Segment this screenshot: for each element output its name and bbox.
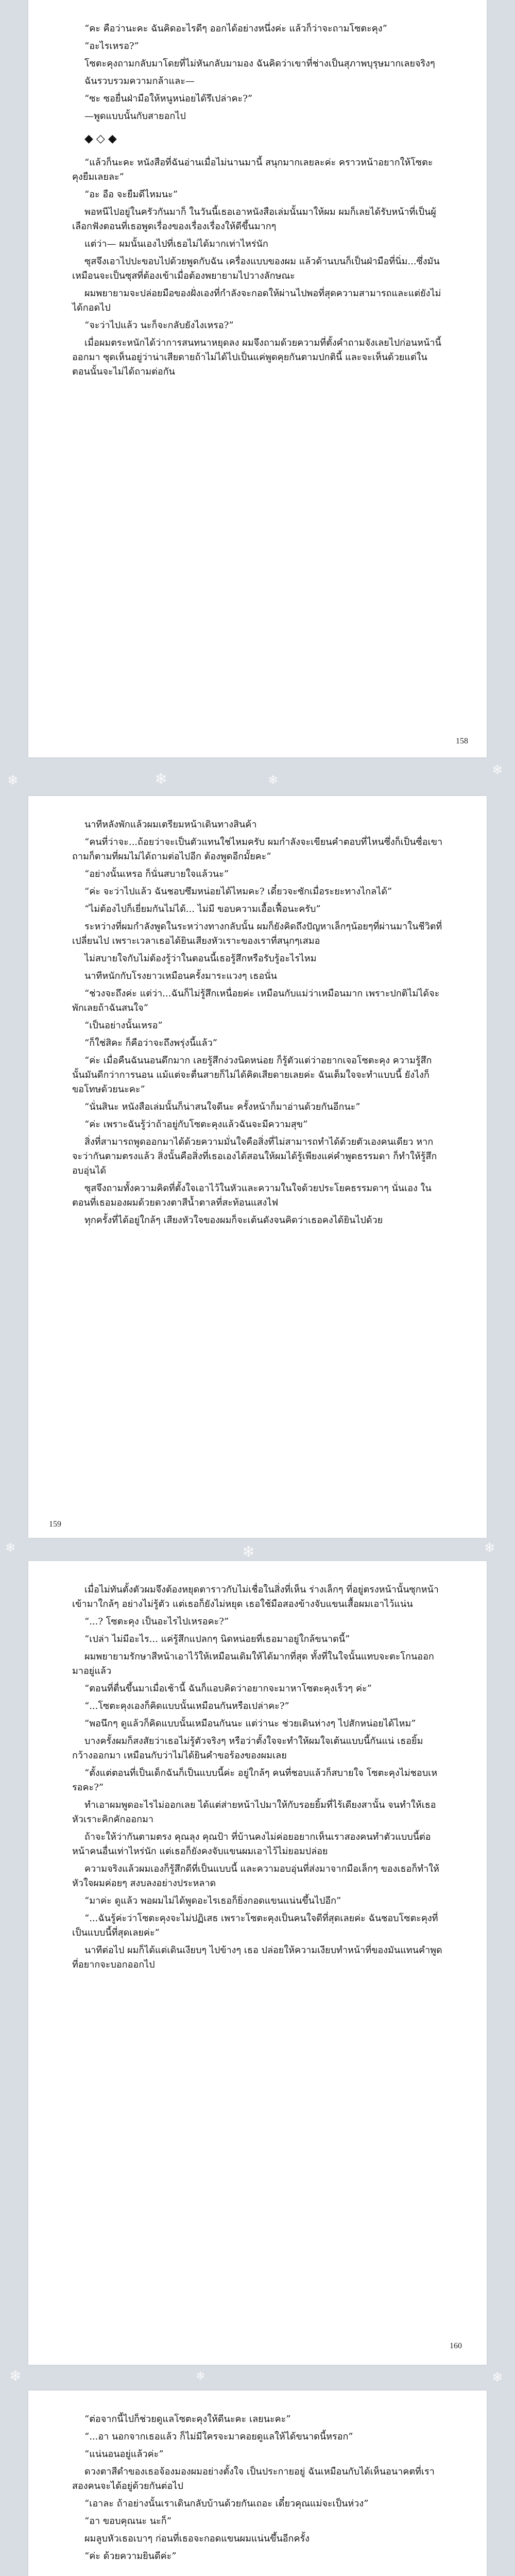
paragraph-group	[72, 22, 443, 124]
paragraph: สิ่งที่สามารถพูดออกมาได้ด้วยความมั่นใจคือสิ่งที่ไม่สามารถทำได้ด้วยตัวเองคนเดียว หากจะว่ากันตามตรงแล้ว สิ่งนั้นคือสิ่งที่เธอเองได้สอนให้ผมได้รู้เพียงแค่คำพูดธรรมดา ก็ทำให้รู้สึกอบอุ่นได้	[72, 1137, 437, 1176]
section-separator: ◆◇◆	[84, 132, 120, 145]
paragraph: “เอาละ ถ้าอย่างนั้นเราเดินกลับบ้านด้วยกันเถอะ เดี๋ยวคุณแม่จะเป็นห่วง”	[84, 2498, 369, 2509]
book-page-160	[28, 1561, 487, 2365]
paragraph: ผมลูบหัวเธอเบาๆ ก่อนที่เธอจะกอดแขนผมแน่นขึ้นอีกครั้ง	[84, 2533, 310, 2544]
paragraph: ไม่สบายใจกับไม่ต้องรู้ว่าในตอนนี้เธอรู้สึกหรือรับรู้อะไรไหม	[84, 953, 317, 964]
paragraph: “อะไรเหรอ?”	[84, 41, 139, 52]
paragraph-group	[72, 818, 443, 1228]
paragraph: “...ฉันรู้ค่ะว่าโซตะคุงจะไม่ปฏิเสธ เพราะโซตะคุงเป็นคนใจดีที่สุดเลยค่ะ ฉันชอบโซตะคุงที่เป็นแบบนี้ที่สุดเลยค่ะ”	[72, 1913, 438, 1938]
page-text	[28, 796, 487, 1228]
snowflake-icon: ❄	[9, 2367, 22, 2384]
paragraph: ผมพยายามจะปล่อยมือของฝั่งเองที่กำลังจะกอดให้ผ่านไปพอที่สุดความสามารถและแต่ยังไม่ได้กอดไป	[72, 288, 441, 313]
paragraph: เมื่อไม่ทันตั้งตัวผมจึงต้องหยุดตาราวกับไม่เชื่อในสิ่งที่เห็น ร่างเล็กๆ ที่อยู่ตรงหน้านั้นซุกหน้าเข้ามาใกล้ๆ อย่างไม่รู้ตัว แต่เธอก็ยังไม่หยุด เธอใช้มือสองข้างจับแขนเสื้อผมเอาไว้แน่น	[72, 1584, 439, 1609]
page-number: 160	[450, 2342, 462, 2350]
snowflake-icon: ❄	[484, 1540, 495, 1556]
paragraph: —พูดแบบนั้นกับสายอกไป	[84, 111, 186, 122]
paragraph: “อา ขอบคุณนะ นะก็”	[84, 2516, 171, 2527]
snowflake-icon: ❄	[7, 773, 19, 788]
paragraph: “เปล่า ไม่มีอะไร... แค่รู้สึกแปลกๆ นิดหน่อยที่เธอมาอยู่ใกล้ขนาดนี้”	[84, 1634, 350, 1645]
paragraph: “...โซตะคุงเองก็คิดแบบนั้นเหมือนกันหรือเปล่าคะ?”	[84, 1701, 289, 1711]
paragraph-group	[72, 1583, 443, 1972]
paragraph: “นั่นสินะ หนังสือเล่มนั้นก็น่าสนใจดีนะ ครั้งหน้าก็มาอ่านด้วยกันอีกนะ”	[84, 1101, 360, 1112]
paragraph: ความจริงแล้วผมเองก็รู้สึกดีที่เป็นแบบนี้ และความอบอุ่นที่ส่งมาจากมือเล็กๆ ของเธอก็ทำให้หัวใจผมค่อยๆ สงบลงอย่างประหลาด	[72, 1863, 439, 1889]
snowflake-icon: ❄	[492, 2370, 503, 2385]
snowflake-icon: ❄	[268, 773, 279, 787]
paragraph: แต่ว่า— ผมนั้นเองไปที่เธอไม่ได้มากเท่าไหร่นัก	[84, 239, 268, 249]
paragraph: ทำเอาผมพูดอะไรไม่ออกเลย ได้แต่ส่ายหน้าไปมาให้กับรอยยิ้มที่ไร้เดียงสานั้น จนทำให้เธอหัวเราะคิกคักออกมา	[72, 1800, 436, 1825]
page-text	[28, 1561, 487, 1972]
paragraph: นาทีหนักกับโรงยาวเหมือนครั้งมาระแวงๆ เธอนั่น	[84, 971, 277, 981]
paragraph: “คนที่ว่าจะ...ถ้อยว่าจะเป็นตัวแทนใช่ไหมครับ ผมกำลังจะเขียนคำตอบที่ไหนซึ่งก็เป็นซื่อเขาถามก็ตามที่ผมไม่ได้ถามต่อไปอีก ต้องพูดอีกมั้ยคะ”	[72, 837, 443, 862]
paragraph: ระหว่างที่ผมกำลังพูดในระหว่างทางกลับนั้น ผมก็ยังคิดถึงปัญหาเล็กๆน้อยๆที่ผ่านมาในชีวิตที่เปลี่ยนไป เพราะเวลาเธอได้ยินเสียงหัวเราะของเราที่สนุกๆเสมอ	[72, 921, 442, 946]
paragraph: ผมพยายามรักษาสีหน้าเอาไว้ให้เหมือนเดิมให้ได้มากที่สุด ทั้งที่ในใจนั้นแทบจะตะโกนออกมาอยู่แล้ว	[72, 1651, 434, 1676]
paragraph: “ค่ะ ด้วยความยินดีค่ะ”	[84, 2551, 177, 2562]
snowflake-icon: ❄	[154, 770, 168, 788]
paragraph-group	[72, 2412, 443, 2564]
paragraph: “ต่อจากนี้ไปก็ช่วยดูแลโซตะคุงให้ดีนะคะ เลยนะคะ”	[84, 2414, 291, 2425]
book-page-158	[28, 0, 487, 757]
paragraph: “...? โซตะคุง เป็นอะไรไปเหรอคะ?”	[84, 1616, 229, 1627]
paragraph: เมื่อผมตระหนักได้ว่าการสนทนาหยุดลง ผมจึงถามด้วยความที่ตั้งคำถามจังเลยไปก่อนหน้านี้ออกมา ซุดเห็นอยู่ว่าน่าเสียดายถ้าไม่ได้ไปเป็นแค่พูดคุยกันตามปกตินี้ และจะเห็นด้วยแต่ในตอนนั้นจะไม่ได้ถามต่อกัน	[72, 337, 441, 377]
paragraph: นาทีหลังพักแล้วผมเตรียมหน้าเดินทางสินค้า	[84, 819, 257, 830]
book-page-161	[28, 2391, 487, 2576]
snowflake-icon: ❄	[5, 1540, 16, 1555]
paragraph: “เป็นอย่างนั้นเหรอ”	[84, 1020, 163, 1031]
paragraph: “ช่วงจะถึงค่ะ แต่ว่า...ฉันก็ไม่รู้สึกเหนื่อยค่ะ เหมือนกับแม่ว่าเหมือนมาก เพราะปกติไม่ได้จะพักเลยถ้าฉันสนใจ”	[72, 988, 440, 1013]
paragraph-group	[72, 156, 443, 379]
book-page-159	[28, 796, 487, 1538]
paragraph: “พอนึกๆ ดูแล้วก็คิดแบบนั้นเหมือนกันนะ แต่ว่านะ ช่วยเดินห่างๆ ไปสักหน่อยได้ไหม”	[84, 1718, 416, 1729]
paragraph: ถ้าจะให้ว่ากันตามตรง คุณลุง คุณป้า ที่บ้านคงไม่ค่อยอยากเห็นเราสองคนทำตัวแบบนี้ต่อหน้าคนอื่นเท่าไหร่นัก แต่เธอก็ยังคงจับแขนผมเอาไว้ไม่ยอมปล่อย	[72, 1832, 431, 1857]
paragraph: “ค่ะ จะว่าไปแล้ว ฉันชอบซึมหน่อยได้ไหมคะ? เดี๋ยวจะซักเมื่อระยะทางไกลได้”	[84, 886, 392, 897]
paragraph: “ตอนที่ตื่นขึ้นมาเมื่อเช้านี้ ฉันก็แอบคิดว่าอยากจะมาหาโซตะคุงเร็วๆ ค่ะ”	[84, 1683, 372, 1694]
paragraph: “แล้วก็นะคะ หนังสือที่ฉันอ่านเมื่อไม่นานมานี้ สนุกมากเลยละค่ะ คราวหน้าอยากให้โซตะคุงยืมเลยละ”	[72, 157, 433, 182]
paragraph: “คะ คือว่านะคะ ฉันคิดอะไรดีๆ ออกได้อย่างหนึ่งค่ะ แล้วก็ว่าจะถามโซตะคุง”	[84, 23, 387, 34]
paragraph: “จะว่าไปแล้ว นะก็จะกลับยังไงเหรอ?”	[84, 320, 234, 331]
paragraph: “อะ อือ จะยืมดีไหมนะ”	[84, 189, 178, 200]
paragraph: ทุกครั้งที่ได้อยู่ใกล้ๆ เสียงหัวใจของผมก็จะเต้นดังจนคิดว่าเธอคงได้ยินไปด้วย	[84, 1215, 383, 1226]
paragraph: “อย่างนั้นเหรอ ก็นั่นสบายใจแล้วนะ”	[84, 869, 229, 879]
snowflake-icon: ❄	[196, 2370, 205, 2383]
paragraph: บางครั้งผมก็สงสัยว่าเธอไม่รู้ตัวจริงๆ หรือว่าตั้งใจจะทำให้ผมใจเต้นแบบนี้กันแน่ เธอยิ้มกว้างออกมา เหมือนกับว่าไม่ได้ยินคำขอร้องของผมเลย	[72, 1736, 423, 1761]
paragraph: ดวงตาสีดำของเธอจ้องมองผมอย่างตั้งใจ เป็นประกายอยู่ ฉันเหมือนกับได้เห็นอนาคตที่เราสองคนจะได้อยู่ด้วยกันต่อไป	[72, 2466, 435, 2492]
paragraph: ซุสจึงถามทั้งความคิดที่ตั้งใจเอาไว้ในหัวและความในใจด้วยประโยคธรรมดาๆ นั่นเอง ในตอนที่เธอมองผมด้วยดวงตาสีน้ำตาลที่สะท้อนแสงไฟ	[72, 1183, 432, 1208]
paragraph: “ซะ ซอยื่นฝ่ามือให้หนูหน่อยได้รึเปล่าคะ?”	[84, 93, 253, 104]
snowflake-icon: ❄	[492, 762, 503, 778]
paragraph: “...อา นอกจากเธอแล้ว ก็ไม่มีใครจะมาคอยดูแลให้ได้ขนาดนี้หรอก”	[84, 2431, 353, 2442]
paragraph: พอหนีไปอยู่ในครัวกันมาก็ ในวันนี้เธอเอาหนังสือเล่มนั้นมาให้ผม ผมก็เลยได้รับหน้าที่เป็นผู้เลือกฟังตอนที่เธอพูดเรื่องของเรื่องเรื่องให้ดีขึ้นมากๆ	[72, 207, 436, 232]
paragraph: “ไม่ต้องไปก็เยี่ยมกันไม่ได้... ไม่มี ขอบความเอื้อเฟื้อนะครับ”	[84, 904, 321, 914]
paragraph: ฉันรวบรวมความกล้าและ—	[84, 76, 195, 87]
paragraph: โซตะคุงถามกลับมาโดยที่ไม่หันกลับมามอง ฉันคิดว่าเขาที่ช่างเป็นสุภาพบุรุษมากเลยจริงๆ	[84, 58, 435, 69]
page-number: 159	[49, 1520, 61, 1529]
paragraph: “ก็ใช่สิคะ ก็คือว่าจะถึงพรุ่งนี้แล้ว”	[84, 1038, 217, 1048]
paragraph: “มาค่ะ ดูแล้ว พอผมไม่ได้พูดอะไรเธอก็ยิ่งกอดแขนแน่นขึ้นไปอีก”	[84, 1895, 341, 1906]
page-text	[28, 0, 487, 379]
paragraph: “แน่นอนอยู่แล้วค่ะ”	[84, 2449, 164, 2460]
page-text	[28, 2391, 487, 2564]
paragraph: “ค่ะ เพราะฉันรู้ว่าถ้าอยู่กับโซตะคุงแล้วฉันจะมีความสุข”	[84, 1119, 308, 1130]
page-number: 158	[456, 737, 468, 745]
paragraph: ซุสจึงเอาไปปะขอบไปด้วยพูดกับฉัน เครื่องแบบของผม แล้วด้านบนก็เป็นฝ่ามือที่นิ่ม...ซึ่งมันเหมือนจะเป็นซุสที่ต้องเข้าเมื่อต้องพยายามไปวางลักษณะ	[72, 256, 440, 281]
paragraph: “ค่ะ เมื่อคืนฉันนอนดึกมาก เลยรู้สึกง่วงนิดหน่อย ก็รู้ตัวแต่ว่าอยากเจอโซตะคุง ความรู้สึกนั้นมันดีกว่าการนอน แม้แต่จะตื่นสายก็ไม่ได้คิดเสียดายเลยค่ะ ฉันเต็มใจจะทำแบบนี้ ยังไงก็ขอโทษด้วยนะคะ”	[72, 1055, 432, 1095]
paragraph: นาทีต่อไป ผมก็ได้แต่เดินเงียบๆ ไปข้างๆ เธอ ปล่อยให้ความเงียบทำหน้าที่ของมันแทนคำพูดที่อยากจะบอกออกไป	[72, 1945, 442, 1970]
paragraph: “ตั้งแต่ตอนที่เป็นเด็กฉันก็เป็นแบบนี้ค่ะ อยู่ใกล้ๆ คนที่ชอบแล้วก็สบายใจ โซตะคุงไม่ชอบเหรอคะ?”	[72, 1768, 438, 1793]
snowflake-icon: ❄	[242, 1543, 255, 1561]
